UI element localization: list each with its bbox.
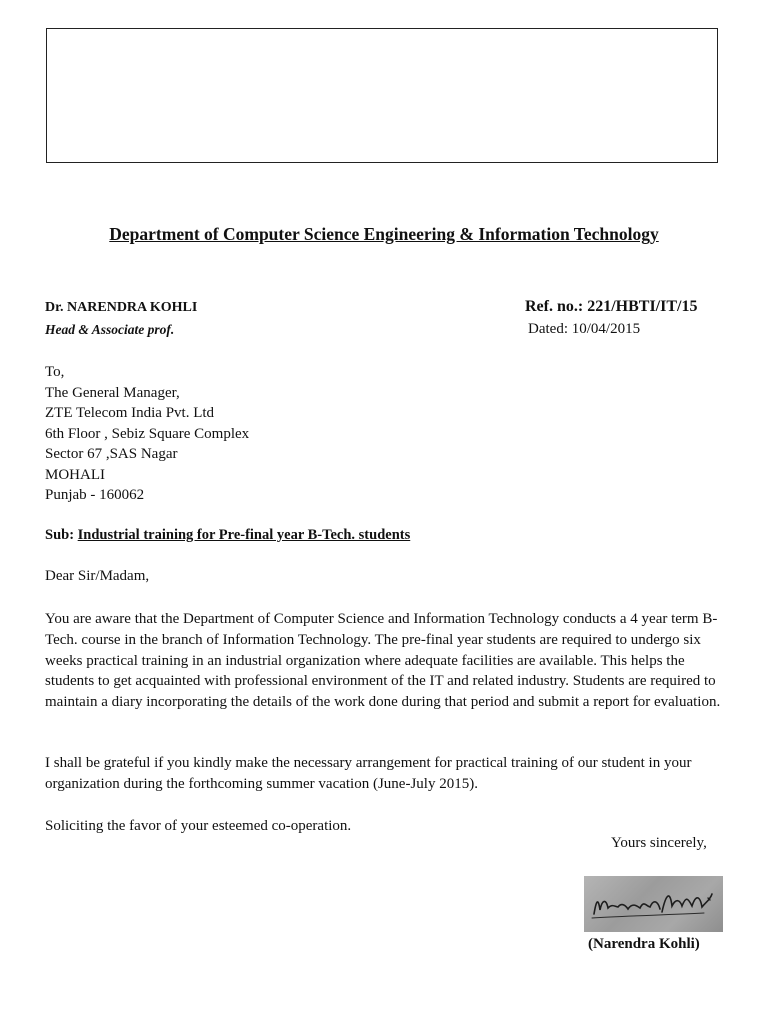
subject-label: Sub: (45, 527, 75, 543)
department-title: Department of Computer Science Engineering & Information Technology (109, 224, 659, 244)
reference-number: Ref. no.: 221/HBTI/IT/15 (525, 298, 698, 315)
subject-text: Industrial training for Pre-final year B-Tech. students (77, 527, 411, 543)
address-line: To, (45, 364, 65, 380)
body-paragraph-3: Soliciting the favor of your esteemed co-operation. (45, 818, 352, 834)
address-line: 6th Floor , Sebiz Square Complex (45, 425, 250, 442)
subject-line (45, 527, 410, 544)
closing: Yours sincerely, (611, 835, 707, 851)
sender-title: Head & Associate prof. (45, 322, 175, 337)
body-paragraph-1: You are aware that the Department of Computer Science and Information Technology conducts a 4 year term B-Tech. course in the branch of Information Technology. The pre-final year students are required to undergo six weeks practical training in an industrial organization where adequate facilities are available. This helps the students to get acquainted with professional environment of the IT and related industry. Students are required to maintain a diary incorporating the details of the work done during that period and submit a report for evaluation. (45, 611, 721, 711)
letter-date: Dated: 10/04/2015 (528, 321, 641, 337)
letterhead-box (46, 28, 718, 163)
signer-name: (Narendra Kohli) (588, 936, 700, 952)
sender-name: Dr. NARENDRA KOHLI (45, 300, 198, 315)
signature-image (584, 876, 723, 932)
salutation: Dear Sir/Madam, (45, 568, 150, 584)
recipient-address (45, 362, 249, 506)
handwritten-signature (584, 876, 723, 932)
body-paragraph-2: I shall be grateful if you kindly make the necessary arrangement for practical training of our student in your organization during the forthcoming summer vacation (June-July 2015). (45, 755, 692, 792)
address-line: ZTE Telecom India Pvt. Ltd (45, 405, 215, 421)
address-line: The General Manager, (45, 384, 180, 401)
address-line: MOHALI (45, 466, 105, 483)
address-line: Punjab - 160062 (45, 487, 145, 503)
address-line: Sector 67 ,SAS Nagar (45, 446, 178, 462)
